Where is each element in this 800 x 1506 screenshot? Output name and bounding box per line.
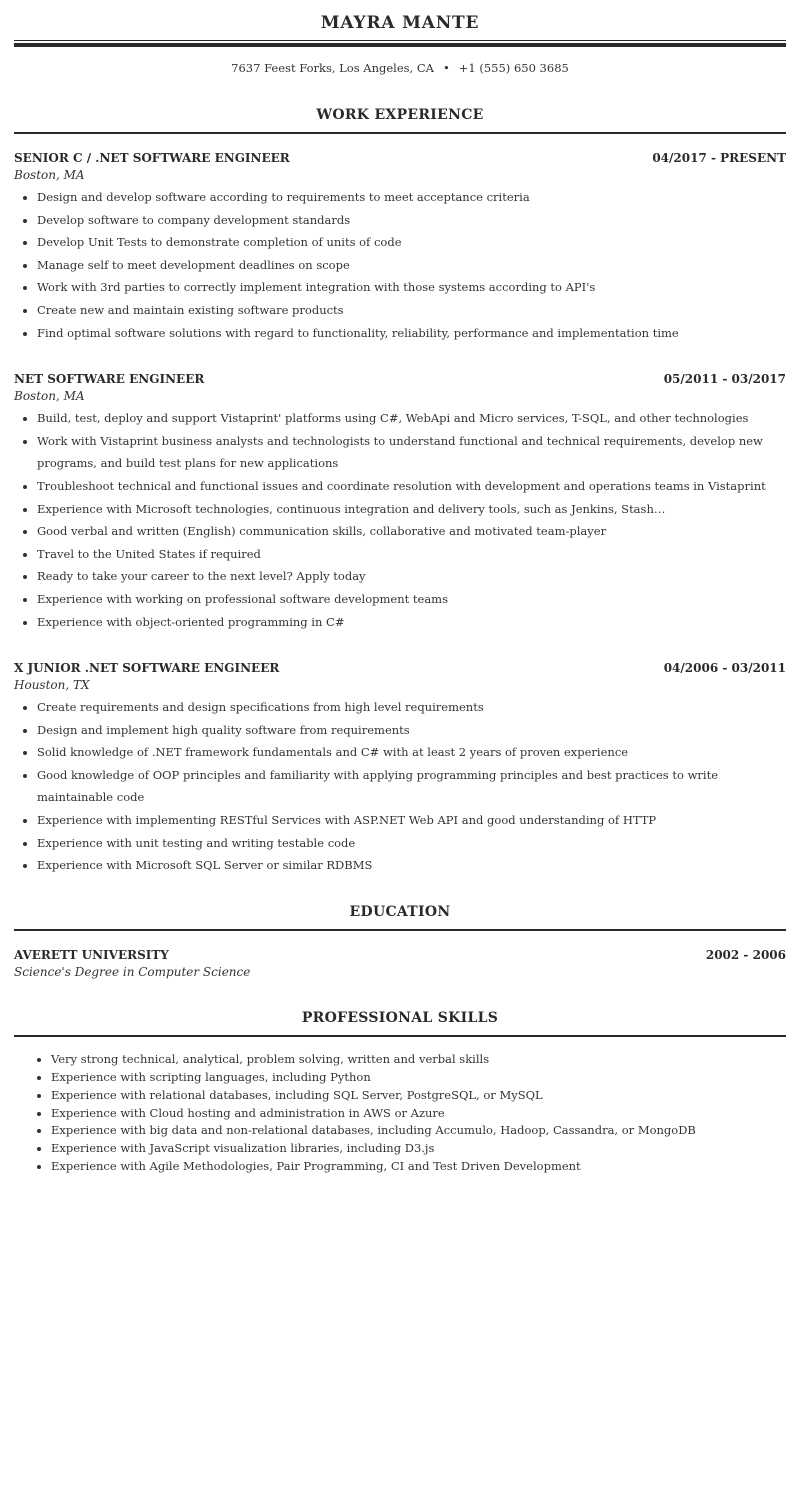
job-bullet: • Work with Vistaprint business analysts and technologists to understand functional and technical requirements, develop new programs, and build test plans for new applications bbox=[37, 430, 786, 475]
job-header bbox=[14, 150, 786, 166]
header-rule-thick bbox=[14, 43, 786, 47]
job-bullet: • Find optimal software solutions with regard to functionality, reliability, performance and implementation time bbox=[37, 322, 786, 345]
contact-separator: • bbox=[442, 61, 450, 75]
skill-item: • Experience with Cloud hosting and administration in AWS or Azure bbox=[51, 1105, 786, 1123]
job-title: NET SOFTWARE ENGINEER bbox=[14, 372, 205, 387]
education-dates: 2002 - 2006 bbox=[705, 947, 786, 962]
job-bullet: • Experience with unit testing and writing testable code bbox=[37, 832, 786, 855]
skill-item: • Experience with big data and non-relational databases, including Accumulo, Hadoop, Cassandra, or MongoDB bbox=[51, 1122, 786, 1140]
education-header bbox=[14, 947, 786, 963]
job-bullet: • Experience with Microsoft technologies, continuous integration and delivery tools, such as Jenkins, Stash… bbox=[37, 498, 786, 521]
job-bullet: • Build, test, deploy and support Vistaprint' platforms using C#, WebApi and Micro services, T-SQL, and other technologies bbox=[37, 407, 786, 430]
job-dates: 05/2011 - 03/2017 bbox=[663, 372, 786, 387]
skill-item: • Experience with JavaScript visualization libraries, including D3.js bbox=[51, 1140, 786, 1158]
skill-item: • Experience with Agile Methodologies, Pair Programming, CI and Test Driven Development bbox=[51, 1158, 786, 1176]
job-bullets bbox=[14, 696, 786, 877]
job-bullet: • Solid knowledge of .NET framework fundamentals and C# with at least 2 years of proven experience bbox=[37, 741, 786, 764]
job-entry bbox=[14, 371, 786, 633]
section-title-professional-skills: PROFESSIONAL SKILLS bbox=[14, 1009, 786, 1037]
skills-section bbox=[14, 1009, 786, 1176]
job-bullet: • Create requirements and design specifications from high level requirements bbox=[37, 696, 786, 719]
job-bullets bbox=[14, 186, 786, 344]
job-location: Boston, MA bbox=[14, 389, 85, 404]
header-rule-thin bbox=[14, 40, 786, 41]
job-bullet: • Experience with implementing RESTful Services with ASP.NET Web API and good understanding of HTTP bbox=[37, 809, 786, 832]
job-header bbox=[14, 371, 786, 387]
section-title-education: EDUCATION bbox=[14, 903, 786, 931]
job-bullet: • Manage self to meet development deadlines on scope bbox=[37, 254, 786, 277]
skills-list bbox=[14, 1051, 786, 1176]
job-location: Houston, TX bbox=[14, 678, 90, 693]
degree: Science's Degree in Computer Science bbox=[14, 964, 251, 979]
phone: +1 (555) 650 3685 bbox=[458, 61, 569, 75]
job-bullet: • Create new and maintain existing software products bbox=[37, 299, 786, 322]
job-bullet: • Design and implement high quality software from requirements bbox=[37, 719, 786, 742]
school-name: AVERETT UNIVERSITY bbox=[14, 947, 169, 962]
job-entry bbox=[14, 150, 786, 344]
job-bullet: • Design and develop software according to requirements to meet acceptance criteria bbox=[37, 186, 786, 209]
job-bullet: • Good verbal and written (English) communication skills, collaborative and motivated team-player bbox=[37, 520, 786, 543]
job-dates: 04/2006 - 03/2011 bbox=[663, 661, 786, 676]
job-bullet: • Work with 3rd parties to correctly implement integration with those systems according to API's bbox=[37, 276, 786, 299]
work-experience-section bbox=[14, 106, 786, 877]
job-bullet: • Travel to the United States if required bbox=[37, 543, 786, 566]
contact-line bbox=[14, 60, 786, 76]
job-bullet: • Ready to take your career to the next level? Apply today bbox=[37, 565, 786, 588]
job-entry bbox=[14, 660, 786, 877]
section-title-work-experience: WORK EXPERIENCE bbox=[14, 106, 786, 134]
skill-item: • Very strong technical, analytical, problem solving, written and verbal skills bbox=[51, 1051, 786, 1069]
job-bullet: • Experience with working on professional software development teams bbox=[37, 588, 786, 611]
job-bullet: • Troubleshoot technical and functional issues and coordinate resolution with development and operations teams in Vistaprint bbox=[37, 475, 786, 498]
job-header bbox=[14, 660, 786, 676]
education-section bbox=[14, 903, 786, 981]
address: 7637 Feest Forks, Los Angeles, CA bbox=[231, 61, 434, 75]
job-title: X JUNIOR .NET SOFTWARE ENGINEER bbox=[14, 661, 280, 676]
job-bullet: • Experience with object-oriented programming in C# bbox=[37, 611, 786, 634]
candidate-name: MAYRA MANTE bbox=[320, 13, 480, 33]
job-bullet: • Develop Unit Tests to demonstrate completion of units of code bbox=[37, 231, 786, 254]
job-bullet: • Develop software to company development standards bbox=[37, 209, 786, 232]
job-bullet: • Good knowledge of OOP principles and familiarity with applying programming principles and best practices to write maintainable code bbox=[37, 764, 786, 809]
skill-item: • Experience with relational databases, including SQL Server, PostgreSQL, or MySQL bbox=[51, 1087, 786, 1105]
job-title: SENIOR C / .NET SOFTWARE ENGINEER bbox=[14, 151, 290, 165]
job-bullets bbox=[14, 407, 786, 633]
education-entry bbox=[14, 947, 786, 981]
job-location: Boston, MA bbox=[14, 168, 85, 182]
job-dates: 04/2017 - PRESENT bbox=[652, 151, 786, 165]
job-bullet: • Experience with Microsoft SQL Server or similar RDBMS bbox=[37, 854, 786, 877]
skill-item: • Experience with scripting languages, including Python bbox=[51, 1069, 786, 1087]
resume-page bbox=[14, 0, 786, 1176]
